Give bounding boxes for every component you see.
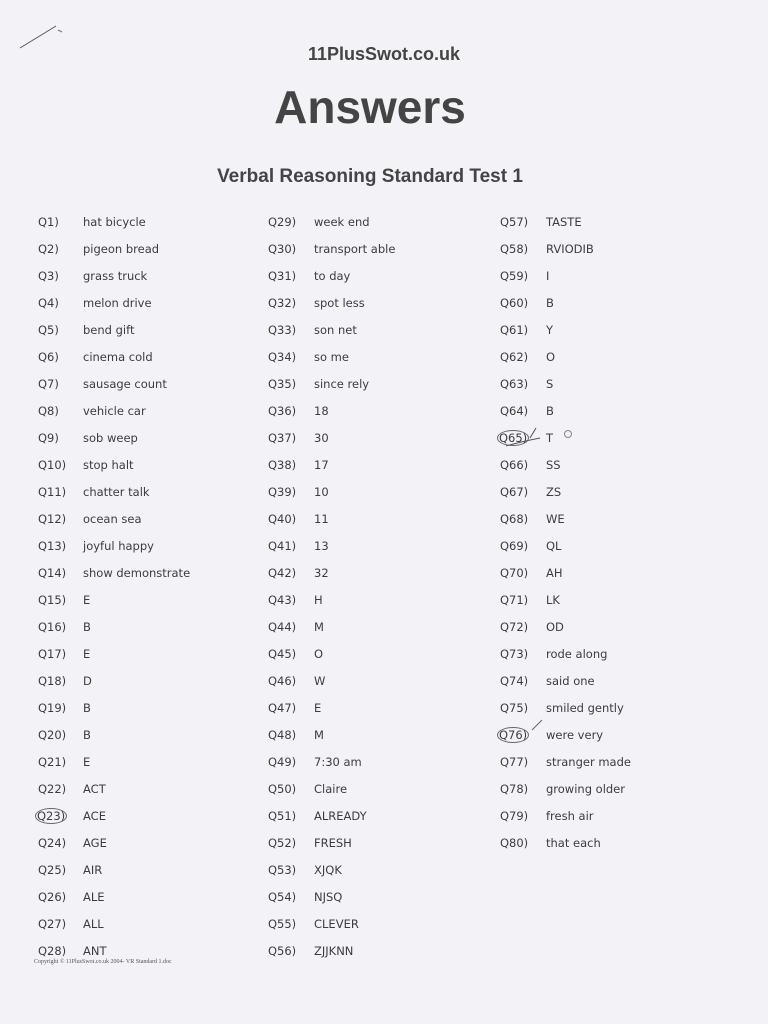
question-number: Q18) <box>38 673 67 688</box>
question-number: Q21) <box>38 754 67 769</box>
answer-text: 13 <box>314 538 329 553</box>
answer-text: so me <box>314 349 349 364</box>
question-number: Q42) <box>268 565 297 580</box>
answer-text: show demonstrate <box>83 565 191 580</box>
answer-row <box>38 667 278 694</box>
question-number: Q37) <box>268 430 297 445</box>
question-number: Q62) <box>500 349 529 364</box>
answer-row <box>38 451 278 478</box>
question-number: Q70) <box>500 565 529 580</box>
answer-text: vehicle car <box>83 403 146 418</box>
answer-row <box>38 505 278 532</box>
answer-row <box>38 559 278 586</box>
answer-row <box>38 721 278 748</box>
question-number: Q38) <box>268 457 297 472</box>
answer-text: joyful happy <box>83 538 154 553</box>
answer-text: W <box>314 673 326 688</box>
answer-row <box>38 910 278 937</box>
answer-row <box>500 478 740 505</box>
question-number: Q66) <box>500 457 529 472</box>
answer-text: ocean sea <box>83 511 142 526</box>
question-number: Q59) <box>500 268 529 283</box>
question-number: Q43) <box>268 592 297 607</box>
answer-text: O <box>314 646 324 661</box>
page-title: Answers <box>274 81 466 133</box>
question-number: Q55) <box>268 916 297 931</box>
small-circle-mark <box>562 428 576 440</box>
answer-text: 7:30 am <box>314 754 362 769</box>
answer-row <box>500 586 740 613</box>
pen-stroke-mark <box>18 22 68 52</box>
answer-row <box>38 370 278 397</box>
answer-row <box>38 478 278 505</box>
answer-text: RVIODIB <box>546 241 594 256</box>
answer-text: M <box>314 727 324 742</box>
answer-text: B <box>546 295 554 310</box>
answer-text: T <box>546 430 554 445</box>
question-number: Q23) <box>37 808 66 823</box>
answer-row <box>38 208 278 235</box>
answer-text: M <box>314 619 324 634</box>
answer-text: D <box>83 673 92 688</box>
answer-text: Claire <box>314 781 348 796</box>
answer-text: week end <box>314 214 370 229</box>
question-number: Q36) <box>268 403 297 418</box>
tick-mark <box>528 718 546 732</box>
question-number: Q72) <box>500 619 529 634</box>
answer-row <box>38 856 278 883</box>
question-number: Q31) <box>268 268 297 283</box>
question-number: Q50) <box>268 781 297 796</box>
answer-text: H <box>314 592 323 607</box>
answer-row <box>500 505 740 532</box>
answer-row <box>38 289 278 316</box>
answer-row <box>268 829 508 856</box>
question-number: Q48) <box>268 727 297 742</box>
answer-text: stop halt <box>83 457 134 472</box>
answers-column-3 <box>500 208 740 856</box>
question-number: Q13) <box>38 538 67 553</box>
answer-row <box>500 829 740 856</box>
question-number: Q56) <box>268 943 297 958</box>
answer-row <box>500 694 740 721</box>
answer-row <box>38 829 278 856</box>
answer-text: E <box>83 592 91 607</box>
answer-text: FRESH <box>314 835 352 850</box>
answer-row <box>268 694 508 721</box>
question-number: Q46) <box>268 673 297 688</box>
question-number: Q64) <box>500 403 529 418</box>
answer-row <box>500 532 740 559</box>
answer-row <box>268 559 508 586</box>
answer-text: melon drive <box>83 295 152 310</box>
question-number: Q20) <box>38 727 67 742</box>
answer-row <box>268 451 508 478</box>
answer-text: sausage count <box>83 376 167 391</box>
answer-row <box>268 343 508 370</box>
answer-text: NJSQ <box>314 889 343 904</box>
question-number: Q63) <box>500 376 529 391</box>
answer-row <box>500 316 740 343</box>
answer-row <box>38 235 278 262</box>
answer-row <box>38 532 278 559</box>
question-number: Q73) <box>500 646 529 661</box>
question-number: Q25) <box>38 862 67 877</box>
answer-text: I <box>546 268 550 283</box>
answer-text: B <box>83 727 91 742</box>
answer-row <box>38 397 278 424</box>
question-number: Q14) <box>38 565 67 580</box>
answer-row <box>268 937 508 964</box>
answer-text: ALREADY <box>314 808 367 823</box>
question-number: Q27) <box>38 916 67 931</box>
question-number: Q19) <box>38 700 67 715</box>
question-number: Q29) <box>268 214 297 229</box>
answer-row <box>268 316 508 343</box>
answer-text: 17 <box>314 457 329 472</box>
answer-text: 30 <box>314 430 329 445</box>
answer-row <box>500 613 740 640</box>
question-number: Q22) <box>38 781 67 796</box>
question-number: Q11) <box>38 484 67 499</box>
answer-row <box>38 640 278 667</box>
answer-text: B <box>546 403 554 418</box>
answer-row <box>268 721 508 748</box>
answer-text: E <box>83 646 91 661</box>
answer-row <box>500 262 740 289</box>
answer-text: that each <box>546 835 601 850</box>
question-number: Q3) <box>38 268 59 283</box>
answer-row <box>38 613 278 640</box>
answer-text: transport able <box>314 241 396 256</box>
question-number: Q58) <box>500 241 529 256</box>
answer-text: hat bicycle <box>83 214 146 229</box>
question-number: Q79) <box>500 808 529 823</box>
answer-row <box>38 883 278 910</box>
answer-text: ZJJKNN <box>314 943 354 958</box>
question-number: Q8) <box>38 403 59 418</box>
question-number: Q1) <box>38 214 59 229</box>
answer-text: B <box>83 619 91 634</box>
answer-text: rode along <box>546 646 608 661</box>
question-number: Q77) <box>500 754 529 769</box>
question-number: Q51) <box>268 808 297 823</box>
answer-text: 11 <box>314 511 329 526</box>
answer-text: ANT <box>83 943 107 958</box>
question-number: Q34) <box>268 349 297 364</box>
answer-text: QL <box>546 538 562 553</box>
question-number: Q35) <box>268 376 297 391</box>
answer-text: WE <box>546 511 565 526</box>
answer-row <box>500 748 740 775</box>
question-number: Q65) <box>499 430 528 445</box>
question-number: Q32) <box>268 295 297 310</box>
answer-row <box>268 505 508 532</box>
site-name: 11PlusSwot.co.uk <box>307 44 461 64</box>
answer-text: 10 <box>314 484 329 499</box>
question-number: Q76) <box>499 727 528 742</box>
answer-row <box>268 748 508 775</box>
answer-text: said one <box>546 673 595 688</box>
answer-text: ZS <box>546 484 562 499</box>
answer-row <box>38 748 278 775</box>
answer-row <box>38 694 278 721</box>
answer-text: S <box>546 376 554 391</box>
answer-text: CLEVER <box>314 916 359 931</box>
answer-row <box>500 640 740 667</box>
answer-row <box>268 478 508 505</box>
question-number: Q45) <box>268 646 297 661</box>
answer-text: OD <box>546 619 564 634</box>
answer-text: stranger made <box>546 754 631 769</box>
answer-row <box>38 802 278 829</box>
question-number: Q68) <box>500 511 529 526</box>
answer-row <box>500 451 740 478</box>
question-number: Q30) <box>268 241 297 256</box>
answer-text: chatter talk <box>83 484 150 499</box>
answer-text: B <box>83 700 91 715</box>
answer-row <box>268 910 508 937</box>
answer-text: since rely <box>314 376 370 391</box>
answers-column-1 <box>38 208 278 964</box>
answer-row <box>500 667 740 694</box>
answer-row <box>500 235 740 262</box>
answer-text: smiled gently <box>546 700 624 715</box>
question-number: Q40) <box>268 511 297 526</box>
answer-text: XJQK <box>314 862 342 877</box>
question-number: Q80) <box>500 835 529 850</box>
answer-row <box>500 370 740 397</box>
answer-text: son net <box>314 322 357 337</box>
answer-text: sob weep <box>83 430 138 445</box>
question-number: Q47) <box>268 700 297 715</box>
answer-row <box>268 802 508 829</box>
question-number: Q9) <box>38 430 59 445</box>
answer-text: grass truck <box>83 268 148 283</box>
answer-row <box>500 559 740 586</box>
question-number: Q78) <box>500 781 529 796</box>
answer-row <box>268 883 508 910</box>
answer-row <box>38 316 278 343</box>
question-number: Q4) <box>38 295 59 310</box>
answer-text: AIR <box>83 862 103 877</box>
answer-row <box>500 397 740 424</box>
answer-text: ALL <box>83 916 104 931</box>
answer-text: O <box>546 349 556 364</box>
answers-column-2 <box>268 208 508 964</box>
answer-row <box>268 397 508 424</box>
answer-text: E <box>314 700 322 715</box>
answer-text: Y <box>546 322 554 337</box>
question-number: Q71) <box>500 592 529 607</box>
answer-row <box>268 532 508 559</box>
answer-row <box>268 856 508 883</box>
question-number: Q52) <box>268 835 297 850</box>
answer-text: spot less <box>314 295 365 310</box>
answer-row <box>268 424 508 451</box>
answer-text: ACT <box>83 781 106 796</box>
question-number: Q5) <box>38 322 59 337</box>
question-number: Q15) <box>38 592 67 607</box>
question-number: Q67) <box>500 484 529 499</box>
answer-row <box>38 343 278 370</box>
question-number: Q7) <box>38 376 59 391</box>
test-subtitle: Verbal Reasoning Standard Test 1 <box>217 166 523 187</box>
answer-text: cinema cold <box>83 349 153 364</box>
answer-text: ACE <box>83 808 106 823</box>
answer-text: ALE <box>83 889 105 904</box>
question-number: Q26) <box>38 889 67 904</box>
answer-text: 18 <box>314 403 329 418</box>
question-number: Q16) <box>38 619 67 634</box>
question-number: Q6) <box>38 349 59 364</box>
question-number: Q28) <box>38 943 67 958</box>
answer-text: AGE <box>83 835 107 850</box>
answer-row <box>500 289 740 316</box>
question-number: Q60) <box>500 295 529 310</box>
question-number: Q33) <box>268 322 297 337</box>
answer-text: TASTE <box>546 214 582 229</box>
question-number: Q39) <box>268 484 297 499</box>
answer-row <box>268 667 508 694</box>
question-number: Q17) <box>38 646 67 661</box>
answer-row <box>268 586 508 613</box>
answer-row <box>268 289 508 316</box>
question-number: Q41) <box>268 538 297 553</box>
answer-text: SS <box>546 457 561 472</box>
question-number: Q75) <box>500 700 529 715</box>
question-number: Q24) <box>38 835 67 850</box>
answer-row <box>500 343 740 370</box>
question-number: Q54) <box>268 889 297 904</box>
question-number: Q12) <box>38 511 67 526</box>
answer-text: to day <box>314 268 351 283</box>
question-number: Q53) <box>268 862 297 877</box>
answer-text: E <box>83 754 91 769</box>
answer-text: 32 <box>314 565 329 580</box>
answer-row <box>500 208 740 235</box>
question-number: Q2) <box>38 241 59 256</box>
answer-text: were very <box>546 727 604 742</box>
answer-row <box>268 235 508 262</box>
question-number: Q10) <box>38 457 67 472</box>
answer-row <box>500 775 740 802</box>
answer-row <box>268 775 508 802</box>
answer-row <box>268 262 508 289</box>
answer-text: fresh air <box>546 808 594 823</box>
question-number: Q57) <box>500 214 529 229</box>
answer-text: growing older <box>546 781 625 796</box>
tick-mark <box>500 424 548 454</box>
question-number: Q44) <box>268 619 297 634</box>
answer-row <box>268 208 508 235</box>
answer-row <box>268 370 508 397</box>
answer-row <box>38 775 278 802</box>
answer-text: LK <box>546 592 560 607</box>
answer-text: pigeon bread <box>83 241 160 256</box>
answer-row <box>268 613 508 640</box>
answer-text: bend gift <box>83 322 135 337</box>
answer-row <box>38 262 278 289</box>
question-number: Q49) <box>268 754 297 769</box>
question-number: Q61) <box>500 322 529 337</box>
answer-row <box>38 424 278 451</box>
answer-row <box>38 586 278 613</box>
question-number: Q74) <box>500 673 529 688</box>
answer-row <box>500 802 740 829</box>
answer-text: AH <box>546 565 563 580</box>
answer-row <box>268 640 508 667</box>
copyright-footer: Copyright © 11PlusSwot.co.uk 2004- VR Standard 1.doc <box>34 959 172 965</box>
question-number: Q69) <box>500 538 529 553</box>
